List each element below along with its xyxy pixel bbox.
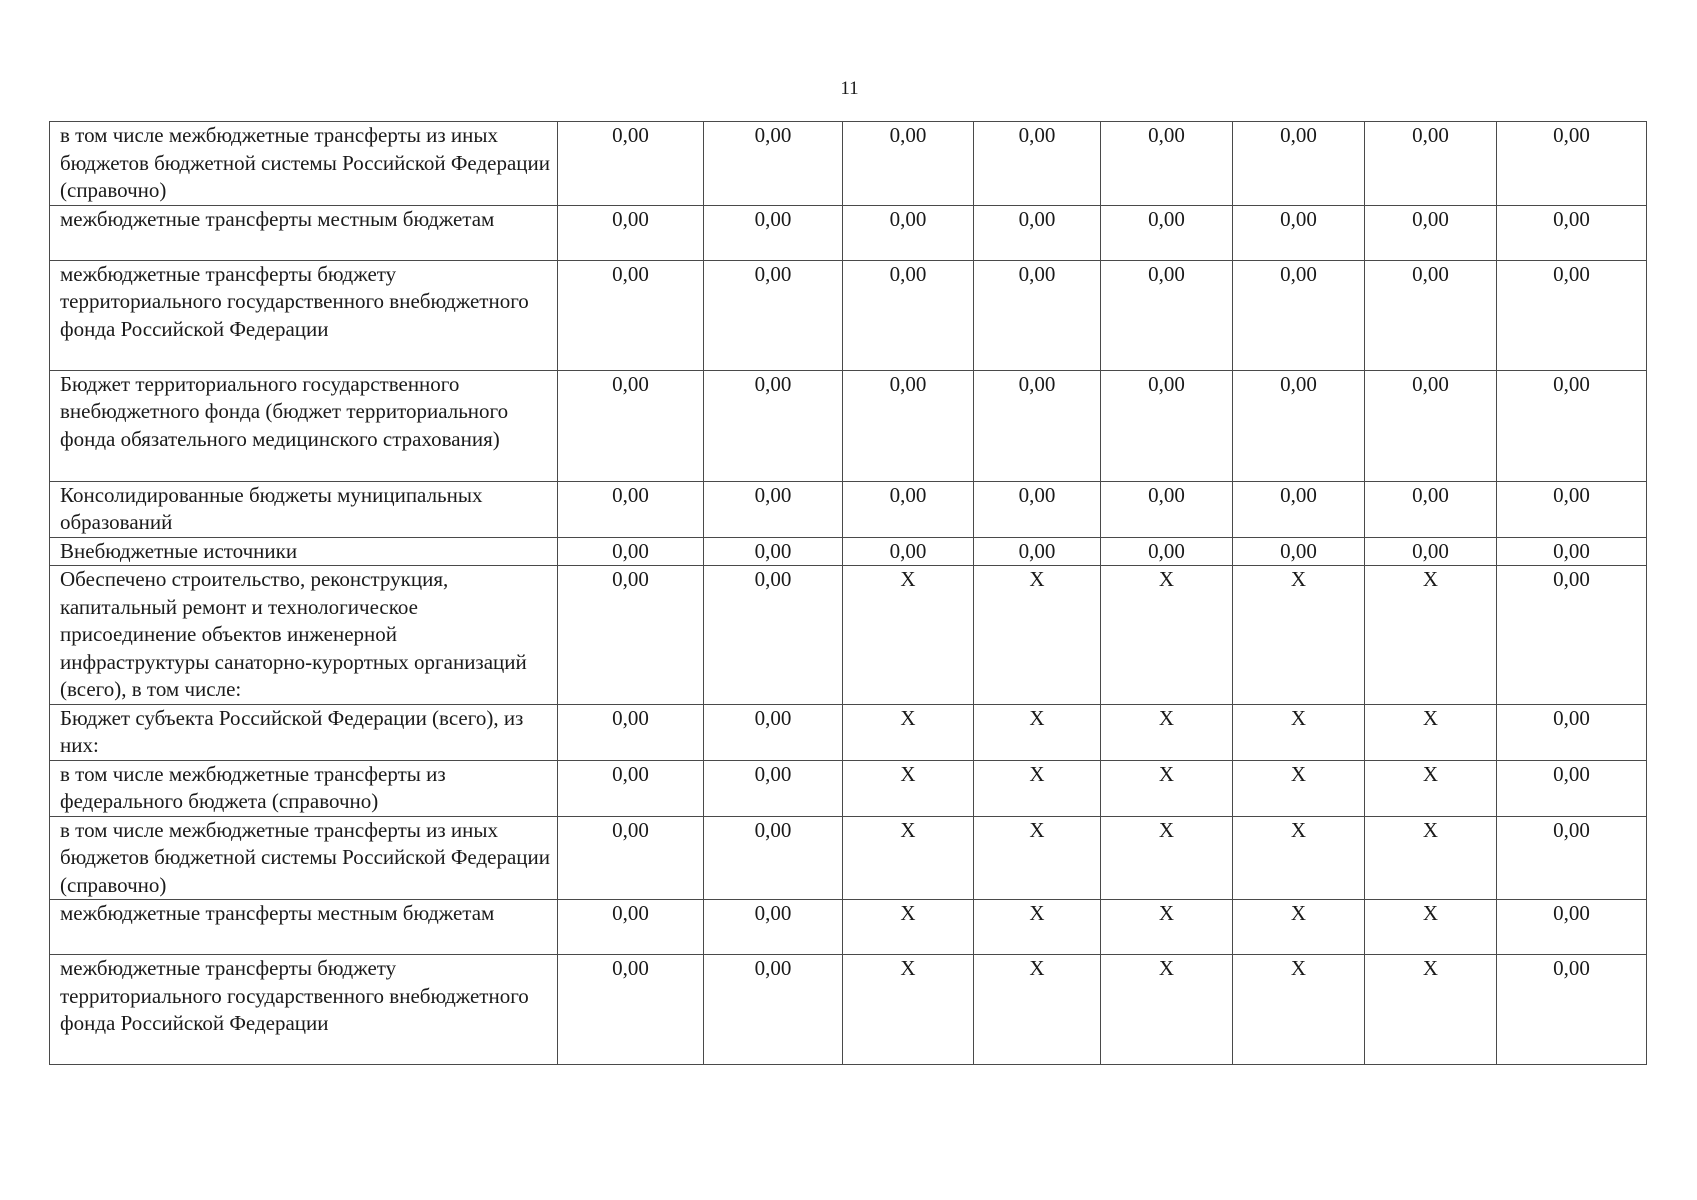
row-label: Внебюджетные источники — [50, 537, 558, 566]
table-row — [50, 760, 1647, 816]
table-cell: 0,00 — [1233, 481, 1365, 537]
table-cell: 0,00 — [1365, 205, 1497, 260]
table-cell: 0,00 — [1233, 122, 1365, 206]
table-row — [50, 260, 1647, 370]
table-row — [50, 704, 1647, 760]
table-cell: 0,00 — [704, 816, 843, 900]
table-cell: 0,00 — [1101, 122, 1233, 206]
table-row — [50, 566, 1647, 705]
table-cell: 0,00 — [558, 704, 704, 760]
table-cell: 0,00 — [558, 816, 704, 900]
table-cell: 0,00 — [974, 537, 1101, 566]
table-cell: X — [843, 900, 974, 955]
table-cell: 0,00 — [558, 566, 704, 705]
table-cell: X — [1101, 566, 1233, 705]
table-cell: X — [974, 955, 1101, 1065]
table-cell: 0,00 — [558, 481, 704, 537]
table-cell: 0,00 — [1365, 260, 1497, 370]
table-cell: 0,00 — [1233, 370, 1365, 481]
table-cell: 0,00 — [558, 205, 704, 260]
table-row — [50, 481, 1647, 537]
row-label: Обеспечено строительство, реконструкция, капитальный ремонт и технологическое присоединение объектов инженерной инфраструктуры санаторно-курортных организаций (всего), в том числе: — [50, 566, 558, 705]
table-cell: 0,00 — [843, 122, 974, 206]
table-cell: 0,00 — [1497, 566, 1647, 705]
table-cell: X — [1233, 955, 1365, 1065]
table-cell: 0,00 — [558, 122, 704, 206]
table-cell: X — [1233, 816, 1365, 900]
table-cell: 0,00 — [1497, 481, 1647, 537]
table-cell: 0,00 — [704, 260, 843, 370]
table-cell: 0,00 — [704, 900, 843, 955]
table-cell: 0,00 — [1497, 537, 1647, 566]
table-cell: 0,00 — [1365, 370, 1497, 481]
table-cell: 0,00 — [843, 205, 974, 260]
table-row — [50, 122, 1647, 206]
table-cell: X — [843, 566, 974, 705]
table-cell: X — [843, 955, 974, 1065]
table-cell: X — [843, 816, 974, 900]
table-cell: 0,00 — [704, 370, 843, 481]
table-cell: 0,00 — [974, 481, 1101, 537]
table-cell: 0,00 — [1497, 955, 1647, 1065]
table-cell: X — [1101, 955, 1233, 1065]
table-cell: 0,00 — [1497, 816, 1647, 900]
table-cell: X — [1233, 760, 1365, 816]
table-cell: 0,00 — [1365, 481, 1497, 537]
table-row — [50, 205, 1647, 260]
table-cell: 0,00 — [704, 566, 843, 705]
table-cell: X — [1365, 704, 1497, 760]
table-cell: 0,00 — [704, 955, 843, 1065]
table-cell: X — [974, 760, 1101, 816]
table-cell: X — [1101, 704, 1233, 760]
table-cell: X — [1365, 816, 1497, 900]
table-cell: X — [1233, 900, 1365, 955]
table-row — [50, 955, 1647, 1065]
table-cell: 0,00 — [1365, 537, 1497, 566]
table-cell: X — [1233, 704, 1365, 760]
table-cell: 0,00 — [704, 704, 843, 760]
table-row — [50, 537, 1647, 566]
page-number-text: 11 — [840, 78, 859, 99]
table-cell: 0,00 — [558, 370, 704, 481]
table-cell: X — [974, 900, 1101, 955]
table-cell: 0,00 — [704, 760, 843, 816]
table-cell: X — [1365, 955, 1497, 1065]
table-cell: 0,00 — [558, 760, 704, 816]
table-cell: X — [1101, 900, 1233, 955]
table-cell: 0,00 — [974, 260, 1101, 370]
table-cell: X — [843, 760, 974, 816]
budget-table — [49, 121, 1647, 1065]
table-cell: 0,00 — [704, 481, 843, 537]
table-cell: 0,00 — [704, 537, 843, 566]
table-cell: X — [1233, 566, 1365, 705]
table-cell: 0,00 — [558, 260, 704, 370]
table-cell: 0,00 — [1101, 205, 1233, 260]
budget-table-body — [50, 122, 1647, 1065]
table-cell: 0,00 — [1101, 537, 1233, 566]
table-cell: 0,00 — [843, 481, 974, 537]
row-label: в том числе межбюджетные трансферты из федерального бюджета (справочно) — [50, 760, 558, 816]
table-cell: 0,00 — [974, 370, 1101, 481]
table-cell: 0,00 — [974, 122, 1101, 206]
row-label: межбюджетные трансферты бюджету территориального государственного внебюджетного фонда Российской Федерации — [50, 260, 558, 370]
row-label: Консолидированные бюджеты муниципальных образований — [50, 481, 558, 537]
table-cell: 0,00 — [704, 122, 843, 206]
table-row — [50, 370, 1647, 481]
page-number — [0, 78, 1697, 100]
table-cell: X — [1365, 900, 1497, 955]
table-cell: X — [843, 704, 974, 760]
row-label: Бюджет территориального государственного внебюджетного фонда (бюджет территориального фонда обязательного медицинского страхования) — [50, 370, 558, 481]
row-label: межбюджетные трансферты бюджету территориального государственного внебюджетного фонда Российской Федерации — [50, 955, 558, 1065]
table-cell: 0,00 — [1497, 122, 1647, 206]
row-label: Бюджет субъекта Российской Федерации (всего), из них: — [50, 704, 558, 760]
table-row — [50, 816, 1647, 900]
table-cell: 0,00 — [1101, 370, 1233, 481]
table-cell: 0,00 — [843, 537, 974, 566]
row-label: в том числе межбюджетные трансферты из иных бюджетов бюджетной системы Российской Федерации (справочно) — [50, 816, 558, 900]
table-cell: 0,00 — [704, 205, 843, 260]
table-cell: 0,00 — [1233, 260, 1365, 370]
table-cell: X — [1365, 566, 1497, 705]
row-label: межбюджетные трансферты местным бюджетам — [50, 205, 558, 260]
table-cell: X — [974, 816, 1101, 900]
table-cell: X — [1365, 760, 1497, 816]
table-cell: 0,00 — [558, 900, 704, 955]
table-cell: 0,00 — [558, 955, 704, 1065]
table-cell: 0,00 — [1497, 370, 1647, 481]
table-cell: 0,00 — [1497, 205, 1647, 260]
table-cell: X — [974, 704, 1101, 760]
table-cell: 0,00 — [1497, 760, 1647, 816]
table-cell: 0,00 — [843, 370, 974, 481]
table-cell: X — [974, 566, 1101, 705]
table-cell: 0,00 — [1497, 900, 1647, 955]
table-cell: 0,00 — [1233, 537, 1365, 566]
table-cell: 0,00 — [558, 537, 704, 566]
table-cell: 0,00 — [843, 260, 974, 370]
table-row — [50, 900, 1647, 955]
table-cell: X — [1101, 760, 1233, 816]
table-cell: 0,00 — [1365, 122, 1497, 206]
table-cell: 0,00 — [1497, 704, 1647, 760]
row-label: межбюджетные трансферты местным бюджетам — [50, 900, 558, 955]
table-cell: 0,00 — [1101, 260, 1233, 370]
table-cell: X — [1101, 816, 1233, 900]
table-cell: 0,00 — [1101, 481, 1233, 537]
table-cell: 0,00 — [1233, 205, 1365, 260]
row-label: в том числе межбюджетные трансферты из иных бюджетов бюджетной системы Российской Федерации (справочно) — [50, 122, 558, 206]
table-cell: 0,00 — [1497, 260, 1647, 370]
table-cell: 0,00 — [974, 205, 1101, 260]
